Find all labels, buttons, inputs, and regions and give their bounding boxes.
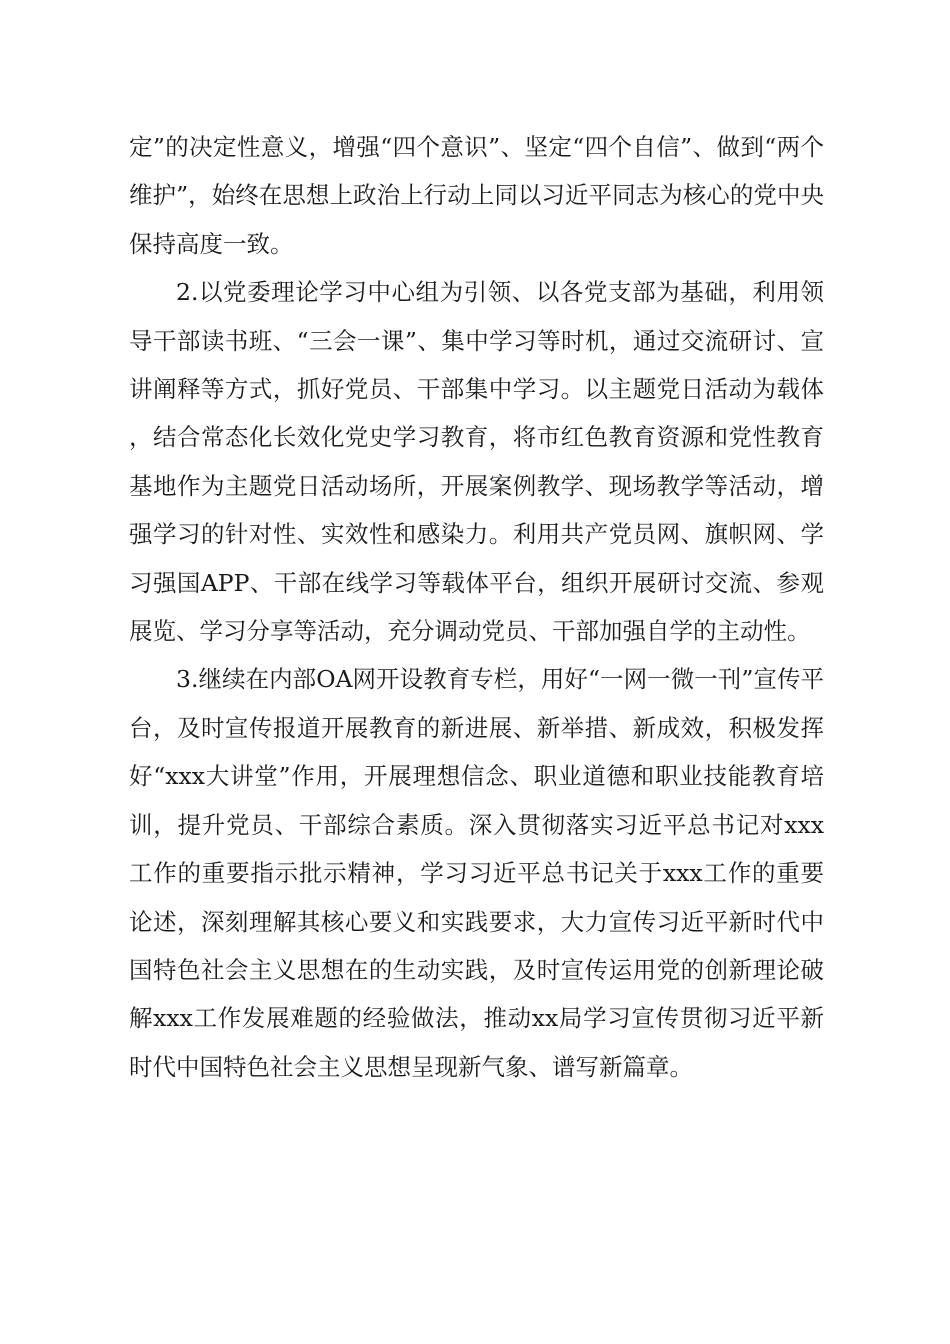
paragraph-item-2: 2.以党委理论学习中心组为引领、以各党支部为基础，利用领导干部读书班、“三会一课”、集中学习等时机，通过交流研讨、宣讲阐释等方式，抓好党员、干部集中学习。以主题党日活动为载体，结合常态化长效化党史学习教育，将市红色教育资源和党性教育基地作为主题党日活动场所，开展案例教学、现场教学等活动，增强学习的针对性、实效性和感染力。利用共产党员网、旗帜网、学习强国APP、干部在线学习等载体平台，组织开展研讨交流、参观展览、学习分享等活动，充分调动党员、干部加强自学的主动性。 xyxy=(129,278,824,646)
document-body xyxy=(129,123,824,1091)
paragraph-item-3: 3.继续在内部OA网开设教育专栏，用好“一网一微一刊”宣传平台，及时宣传报道开展教育的新进展、新举措、新成效，积极发挥好“xxx大讲堂”作用，开展理想信念、职业道德和职业技能教育培训，提升党员、干部综合素质。深入贯彻落实习近平总书记对xxx工作的重要指示批示精神，学习习近平总书记关于xxx工作的重要论述，深刻理解其核心要义和实践要求，大力宣传习近平新时代中国特色社会主义思想在的生动实践，及时宣传运用党的创新理论破解xxx工作发展难题的经验做法，推动xx局学习宣传贯彻习近平新时代中国特色社会主义思想呈现新气象、谱写新篇章。 xyxy=(129,665,824,1081)
paragraph-continuation: 定”的决定性意义，增强“四个意识”、坚定“四个自信”、做到“两个维护”，始终在思想上政治上行动上同以习近平同志为核心的党中央保持高度一致。 xyxy=(129,133,824,258)
